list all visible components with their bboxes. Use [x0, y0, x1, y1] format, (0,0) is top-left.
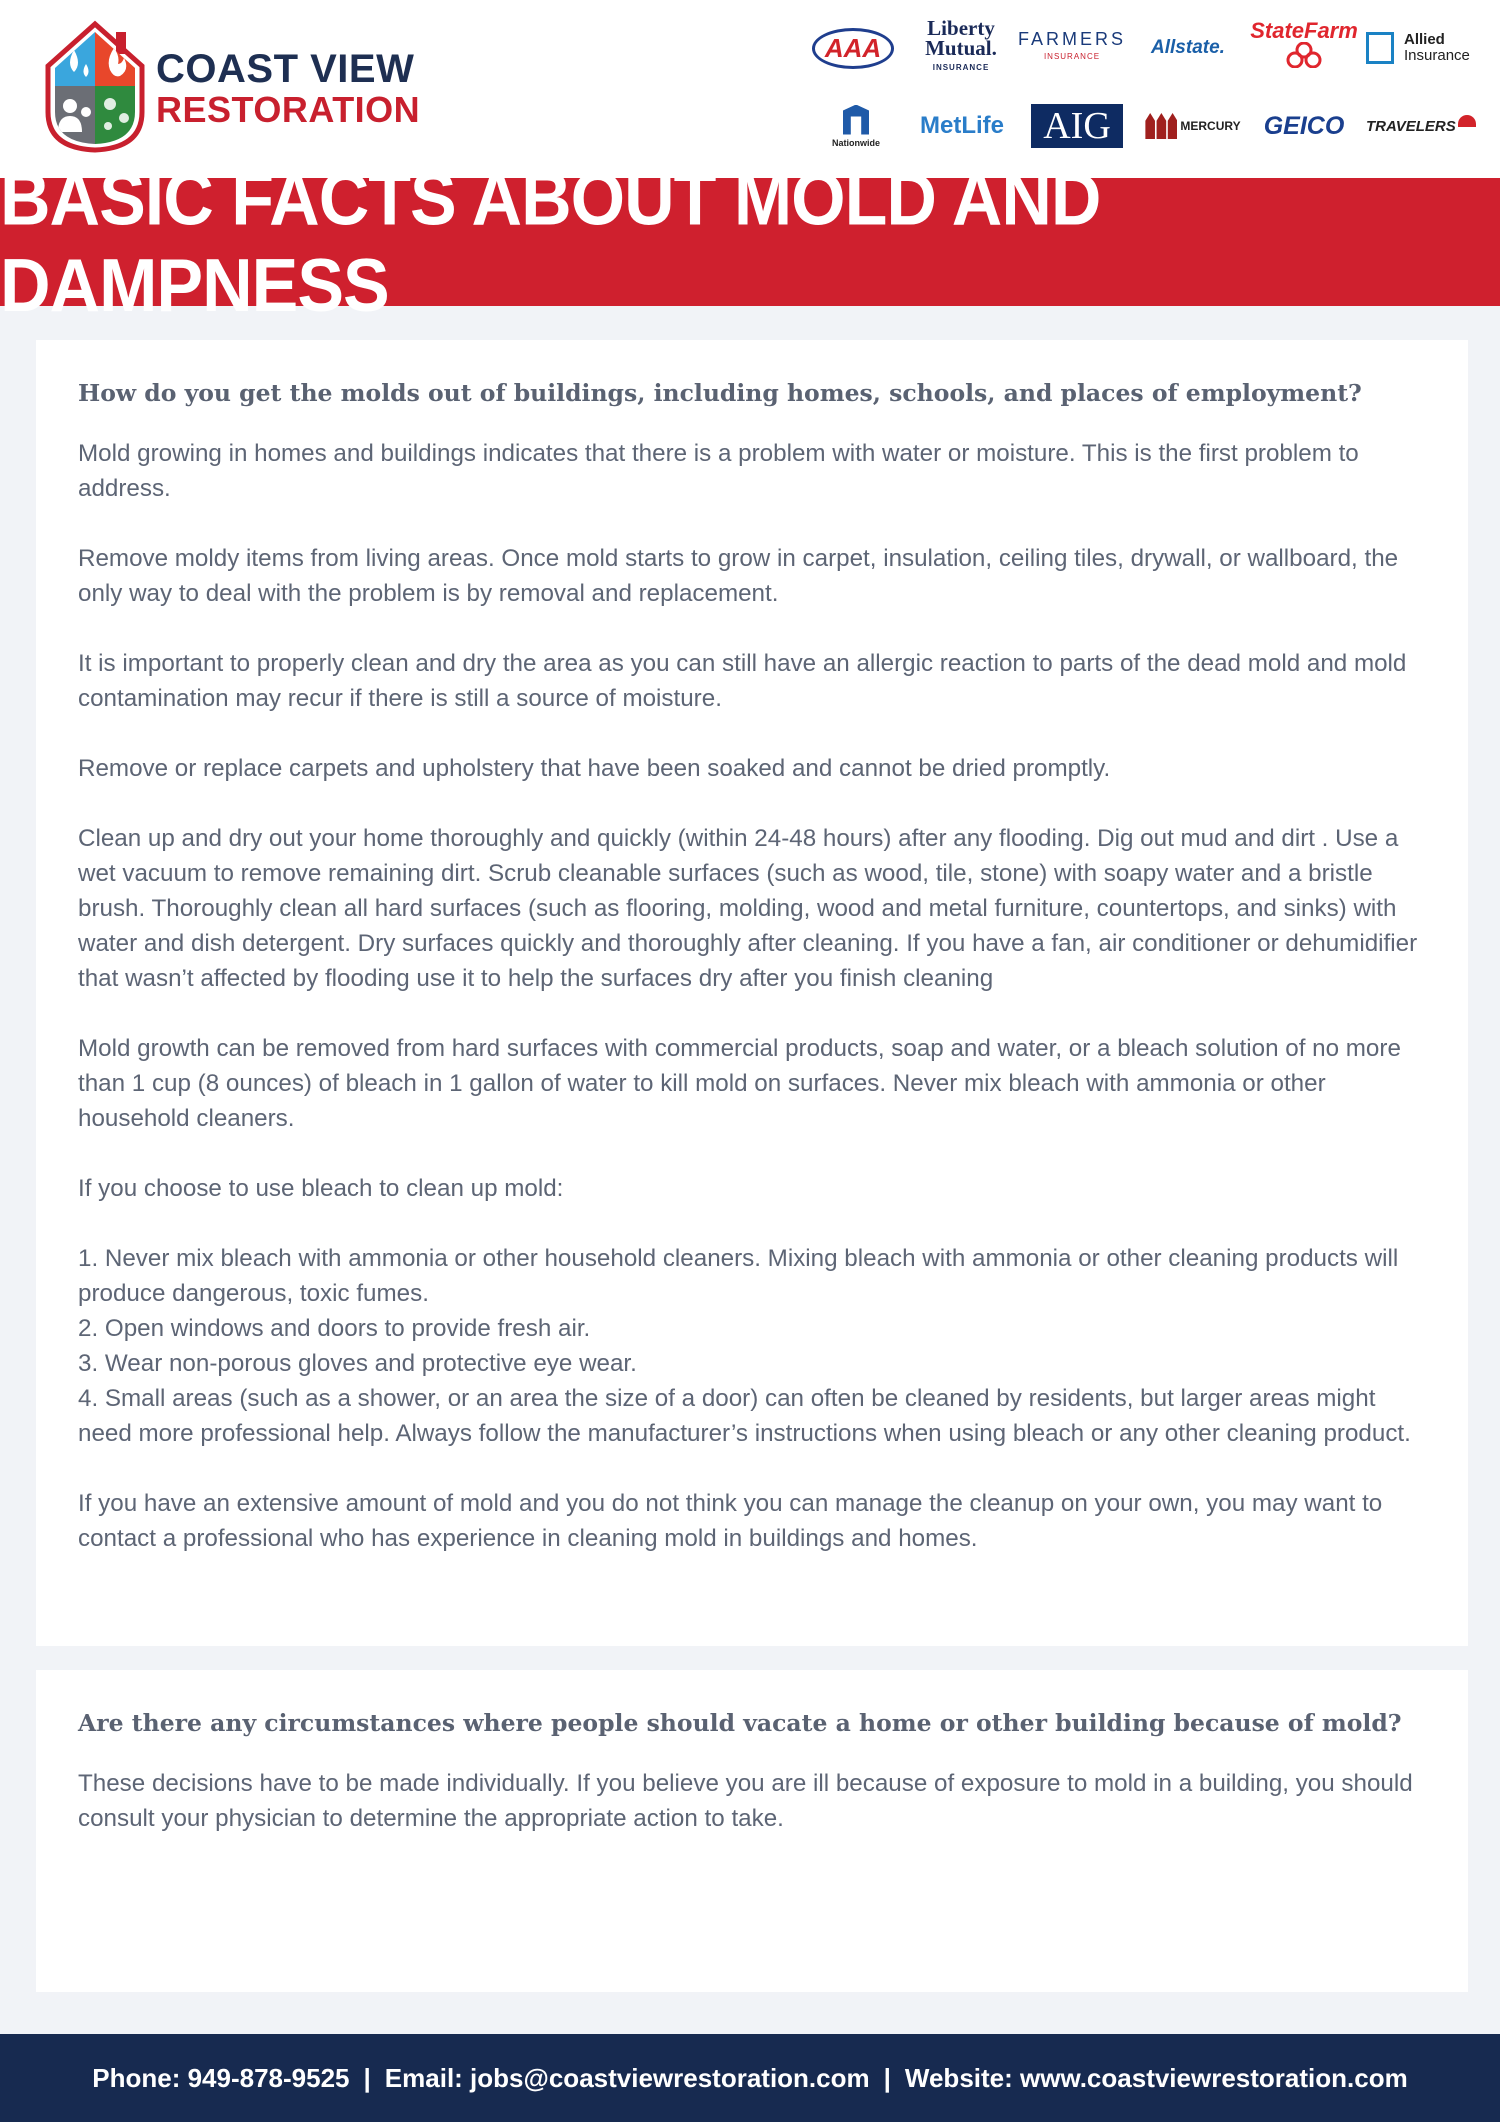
- list-item: 4. Small areas (such as a shower, or an area the size of a door) can often be cleaned by residents, but larger areas might need more professional help. Always follow the manufacturer’s instructions when using bleach or any other cleaning product.: [78, 1385, 1411, 1447]
- faq-card-removal: [36, 340, 1468, 1646]
- metlife-logo: MetLife: [920, 112, 1004, 139]
- page-title: BASIC FACTS ABOUT MOLD AND DAMPNESS: [0, 156, 1101, 328]
- faq-card-vacate: [36, 1670, 1468, 1992]
- state-farm-rings-icon: [1282, 42, 1326, 68]
- contact-footer: [0, 2034, 1500, 2122]
- mercury-arches-icon: [1145, 113, 1177, 139]
- paragraph: It is important to properly clean and dry the area as you can still have an allergic reaction to parts of the dead mold and mold contamination may recur if there is still a source of moisture.: [78, 650, 1407, 712]
- paragraph: If you have an extensive amount of mold and you do not think you can manage the cleanup on your own, you may want to contact a professional who has experience in cleaning mold in buildings and homes.: [78, 1490, 1383, 1552]
- paragraph: Remove moldy items from living areas. Once mold starts to grow in carpet, insulation, ceiling tiles, drywall, or wallboard, the only way to deal with the problem is by removal and replacement.: [78, 545, 1399, 607]
- coast-view-logo-icon: [40, 20, 150, 154]
- paragraph: Clean up and dry out your home thoroughly and quickly (within 24-48 hours) after any flooding. Dig out mud and dirt . Use a wet vacuum to remove remaining dirt. Scrub cleanable surfaces (such as wood, tile, stone) with soapy water and a bristle brush. Thoroughly clean all hard surfaces (such as flooring, molding, wood and metal furniture, countertops, and sinks) with water and dish detergent. Dry surfaces quickly and thoroughly after cleaning. If you have a fan, air conditioner or dehumidifier that wasn’t affected by flooding use it to help the surfaces dry after you finish cleaning: [78, 825, 1418, 992]
- brand-line-coast-view: COAST VIEW: [156, 47, 415, 91]
- travelers-umbrella-icon: [1458, 115, 1476, 127]
- paragraph: Remove or replace carpets and upholstery that have been soaked and cannot be dried promptly.: [78, 755, 1111, 782]
- insurer-logos: [800, 18, 1480, 163]
- liberty-mutual-logo: Liberty Mutual. INSURANCE: [925, 16, 997, 72]
- allied-square-icon: [1366, 32, 1394, 64]
- mercury-logo: MERCURY: [1142, 100, 1244, 152]
- paragraph: Mold growth can be removed from hard surfaces with commercial products, soap and water, or a bleach solution of no more than 1 cup (8 ounces) of bleach in 1 gallon of water to kill mold on surfaces. Never mix bleach with ammonia or other household cleaners.: [78, 1035, 1401, 1132]
- aig-logo: AIG: [1032, 100, 1122, 152]
- farmers-logo: FARMERS INSURANCE: [1018, 29, 1127, 61]
- paragraph: These decisions have to be made individually. If you believe you are ill because of exposure to mold in a building, you should consult your physician to determine the appropriate action to take.: [78, 1770, 1413, 1832]
- geico-logo: GEICO: [1263, 111, 1345, 140]
- travelers-logo: TRAVELERS: [1366, 100, 1476, 152]
- nationwide-eagle-icon: [843, 105, 869, 135]
- nationwide-logo: Nationwide: [816, 100, 896, 152]
- footer-email: Email: jobs@coastviewrestoration.com: [384, 2062, 870, 2093]
- footer-phone: Phone: 949-878-9525: [92, 2062, 350, 2093]
- paragraph: If you choose to use bleach to clean up mold:: [78, 1175, 564, 1202]
- paragraph: Mold growing in homes and buildings indicates that there is a problem with water or moisture. This is the first problem to address.: [78, 440, 1359, 502]
- state-farm-logo: StateFarm: [1250, 18, 1358, 70]
- question-heading: Are there any circumstances where people should vacate a home or other building because of mold?: [78, 1709, 1402, 1737]
- header: [0, 0, 1500, 178]
- allstate-logo: Allstate.: [1151, 37, 1225, 58]
- footer-separator: |: [883, 2062, 891, 2093]
- list-item: 2. Open windows and doors to provide fresh air.: [78, 1315, 591, 1342]
- footer-website: Website: www.coastviewrestoration.com: [904, 2062, 1408, 2093]
- brand-line-restoration: RESTORATION: [156, 89, 421, 130]
- aaa-logo: AAA: [808, 22, 898, 74]
- brand-name: [156, 48, 420, 130]
- question-heading: How do you get the molds out of buildings, including homes, schools, and places of employment?: [78, 379, 1362, 407]
- title-banner: [0, 156, 1500, 328]
- allied-insurance-logo: Allied Insurance: [1366, 22, 1480, 74]
- list-item: 3. Wear non-porous gloves and protective eye wear.: [78, 1350, 637, 1377]
- list-item: 1. Never mix bleach with ammonia or other household cleaners. Mixing bleach with ammonia or other cleaning products will produce dangerous, toxic fumes.: [78, 1245, 1399, 1307]
- footer-separator: |: [363, 2062, 371, 2093]
